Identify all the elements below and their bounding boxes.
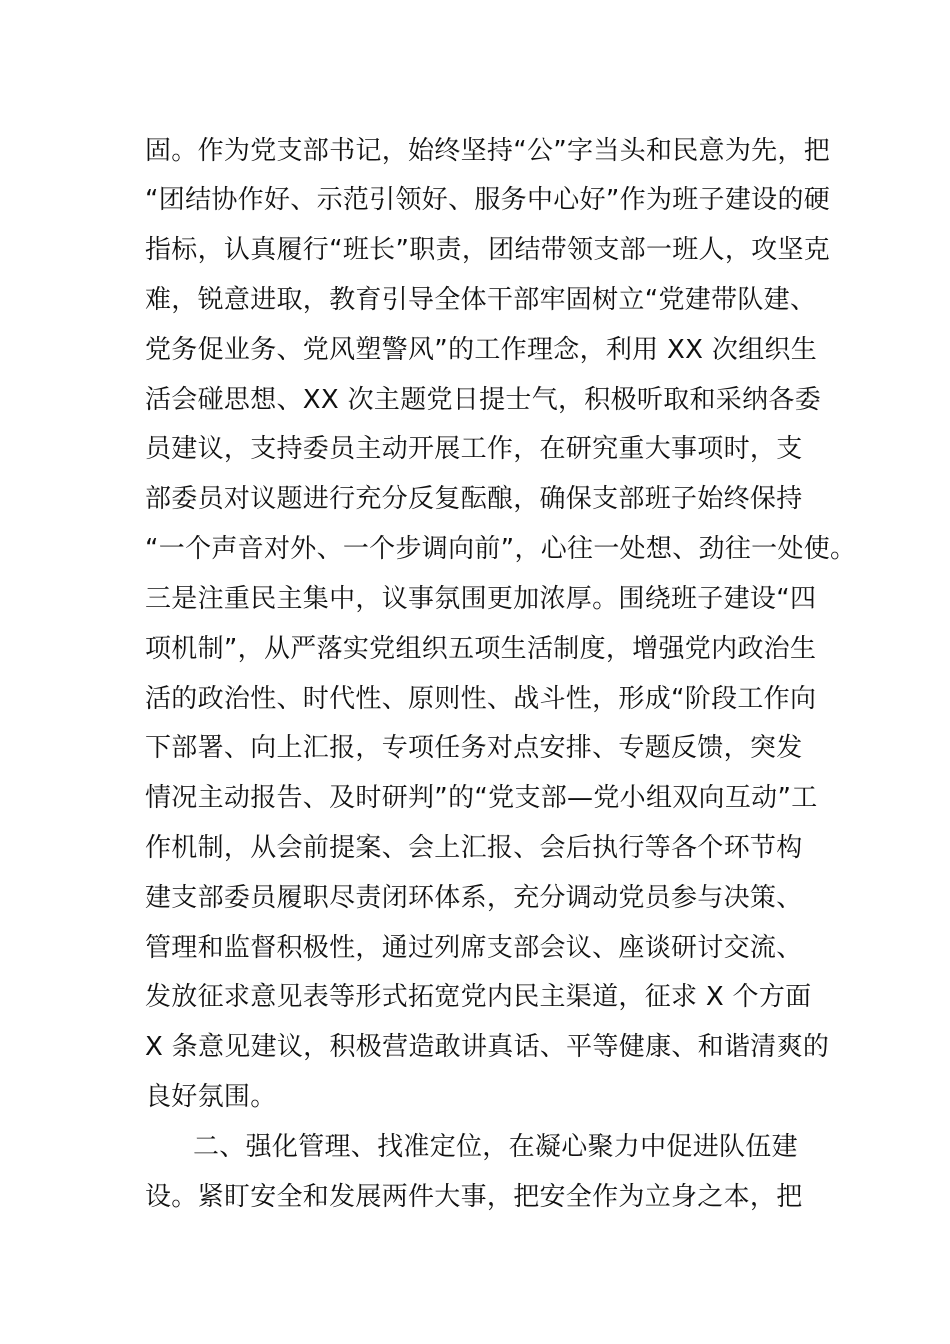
text-line: 发放征求意见表等形式拓宽党内民主渠道，征求 X 个方面 — [145, 982, 812, 1012]
text-line: 指标，认真履行“班长”职责，团结带领支部一班人，攻坚克 — [145, 235, 831, 265]
text-line: 情况主动报告、及时研判”的“党支部—党小组双向互动”工 — [145, 783, 818, 813]
text-line: 项机制”，从严落实党组织五项生活制度，增强党内政治生 — [145, 634, 817, 664]
text-line: 部委员对议题进行充分反复酝酿，确保支部班子始终保持 — [145, 484, 803, 514]
text-line: 难，锐意进取，教育引导全体干部牢固树立“党建带队建、 — [145, 285, 817, 315]
text-line: 下部署、向上汇报，专项任务对点安排、专题反馈，突发 — [145, 733, 803, 763]
text-line: 活会碰思想、XX 次主题党日提士气，积极听取和采纳各委 — [145, 385, 821, 415]
text-line: 作机制，从会前提案、会上汇报、会后执行等各个环节构 — [145, 833, 803, 863]
text-line: 活的政治性、时代性、原则性、战斗性，形成“阶段工作向 — [145, 684, 817, 714]
text-line: “一个声音对外、一个步调向前”，心往一处想、劲往一处使。 — [145, 534, 857, 564]
text-line: 良好氛围。 — [145, 1082, 277, 1112]
text-line: 党务促业务、党风塑警风”的工作理念，利用 XX 次组织生 — [145, 335, 818, 365]
paragraph-first-line: 二、强化管理、找准定位，在凝心聚力中促进队伍建 — [193, 1132, 798, 1162]
text-line: X 条意见建议，积极营造敢讲真话、平等健康、和谐清爽的 — [145, 1032, 830, 1062]
text-line: 员建议，支持委员主动开展工作，在研究重大事项时，支 — [145, 434, 803, 464]
text-line: 管理和监督积极性，通过列席支部会议、座谈研讨交流、 — [145, 933, 803, 963]
text-line: 建支部委员履职尽责闭环体系，充分调动党员参与决策、 — [145, 883, 803, 913]
text-line: “团结协作好、示范引领好、服务中心好”作为班子建设的硬 — [145, 185, 831, 215]
text-line: 三是注重民主集中，议事氛围更加浓厚。围绕班子建设“四 — [145, 584, 817, 614]
text-line: 固。作为党支部书记，始终坚持“公”字当头和民意为先，把 — [145, 136, 831, 166]
text-line: 设。紧盯安全和发展两件大事，把安全作为立身之本，把 — [145, 1182, 803, 1212]
